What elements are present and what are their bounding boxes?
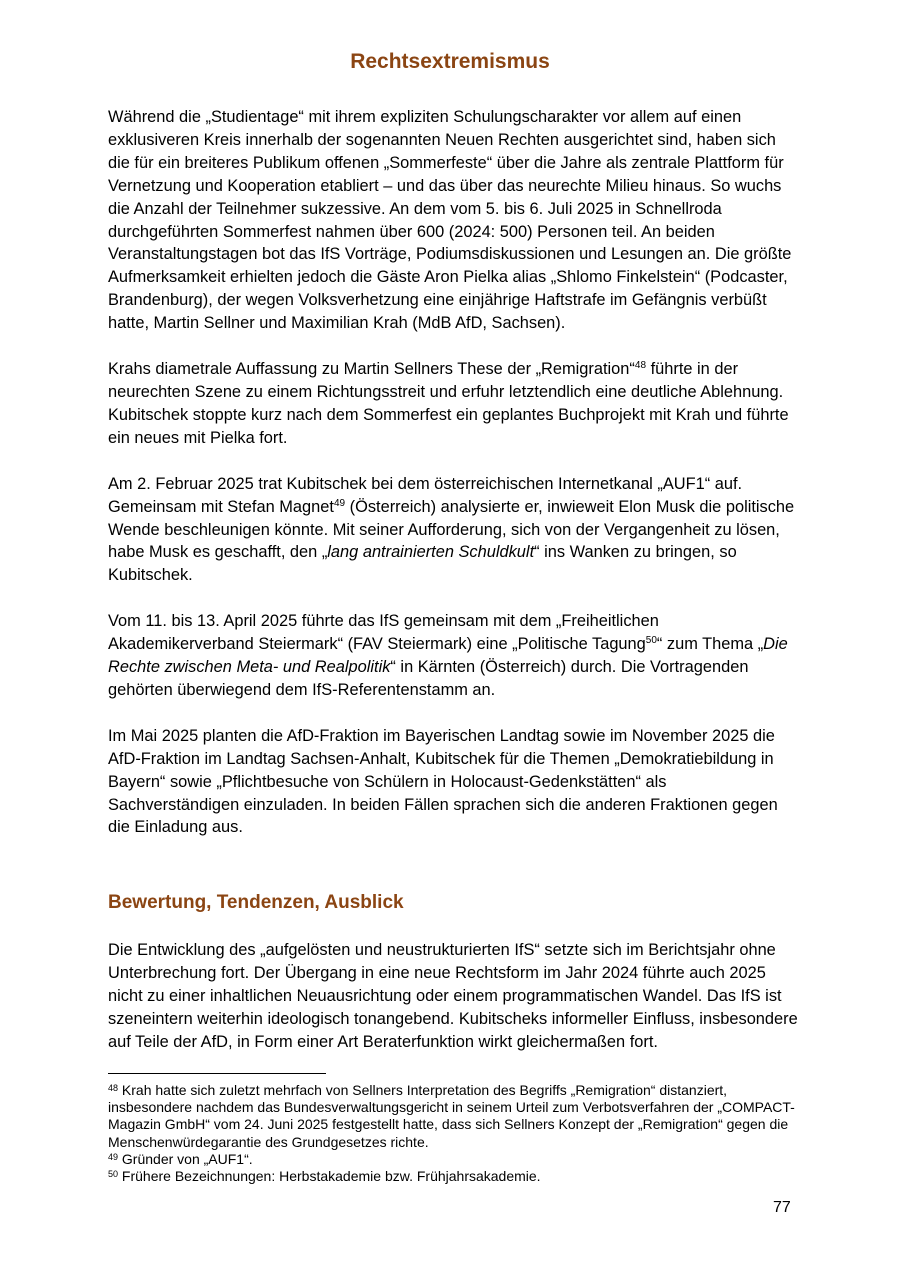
paragraph-text: Am 2. Februar 2025 trat Kubitschek bei dem österreichischen Internetkanal „AUF1“ auf. Gemeinsam mit Stefan Magnet: [108, 474, 743, 516]
paragraph-text: “ in Kärnten (Österreich) durch. Die Vortragenden gehörten überwiegend dem IfS-Referentenstamm an.: [108, 658, 749, 699]
page-number: 77: [773, 1199, 791, 1216]
footnote-ref-49[interactable]: 49: [333, 497, 346, 509]
footnote-number: 50: [108, 1169, 119, 1180]
page-title: Rechtsextremismus: [350, 50, 550, 73]
footnotes: [108, 1073, 798, 1185]
section-heading: Bewertung, Tendenzen, Ausblick: [108, 892, 404, 914]
paragraph-auf1: [108, 473, 798, 588]
paragraph-sommerfeste: Während die „Studientage“ mit ihrem expliziten Schulungscharakter vor allem auf einen exklusiveren Kreis innerhalb der sogenannten Neuen Rechten ausgerichtet sind, haben sich die für ein breiteres Publikum offenen „Sommerfeste“ über die Jahre als zentrale Plattform für Vernetzung und Kooperation etabliert – und das über das neurechte Milieu hinaus. So wuchs die Anzahl der Teilnehmer sukzessive. An dem vom 5. bis 6. Juli 2025 in Schnellroda durchgeführten Sommerfest nahmen über 600 (2024: 500) Personen teil. An beiden Veranstaltungstagen bot das IfS Vorträge, Podiumsdiskussionen und Lesungen an. Die größte Aufmerksamkeit erhielten jedoch die Gäste Aron Pielka alias „Shlomo Finkelstein“ (Podcaster, Brandenburg), der wegen Volksverhetzung eine einjährige Haftstrafe im Gefängnis verbüßt hatte, Martin Sellner und Maximilian Krah (MdB AfD, Sachsen).: [108, 108, 792, 333]
main-content: [108, 106, 798, 1077]
title-italic: Die Rechte zwischen Meta- und Realpolitik: [108, 635, 788, 677]
footnote-text: Frühere Bezeichnungen: Herbstakademie bzw. Frühjahrsakademie.: [118, 1168, 541, 1185]
paragraph-text: (Österreich) analysierte er, inwieweit Elon Musk die politische Wende beschleunigen könnte. Mit seiner Aufforderung, sich von der Vergangenheit zu lösen, habe Musk es geschafft, den „: [108, 497, 795, 562]
paragraph-text: “ ins Wanken zu bringen, so Kubitschek.: [108, 543, 737, 585]
paragraph-text: “ zum Thema „: [656, 635, 764, 654]
paragraph-text: führte in der neurechten Szene zu einem Richtungsstreit und erfuhr letztendlich eine deutliche Ablehnung. Kubitschek stoppte kurz nach dem Sommerfest ein geplantes Buchprojekt mit Krah und führte ein neues mit Pielka fort.: [108, 360, 789, 447]
footnote-50: [108, 1168, 798, 1185]
footnote-48: [108, 1082, 798, 1151]
paragraph-text: Vom 11. bis 13. April 2025 führte das IfS gemeinsam mit dem „Freiheitlichen Akademikerverband Steiermark“ (FAV Steiermark) eine „Politische Tagung: [108, 612, 659, 654]
paragraph-landtag-invitations: Im Mai 2025 planten die AfD-Fraktion im Bayerischen Landtag sowie im November 2025 die AfD-Fraktion im Landtag Sachsen-Anhalt, Kubitschek für die Themen „Demokratiebildung in Bayern“ sowie „Pflichtbesuche von Schülern in Holocaust-Gedenkstätten“ als Sachverständigen einzuladen. In beiden Fällen sprachen sich die anderen Fraktionen gegen die Einladung aus.: [108, 726, 778, 837]
quote-italic: lang antrainierten Schuldkult: [327, 543, 535, 562]
footnote-number: 49: [108, 1151, 119, 1162]
footnote-divider: [108, 1073, 326, 1074]
footnote-ref-48[interactable]: 48: [634, 360, 647, 372]
paragraph-assessment: Die Entwicklung des „aufgelösten und neustrukturierten IfS“ setzte sich im Berichtsjahr ohne Unterbrechung fort. Der Übergang in eine neue Rechtsform im Jahr 2024 führte auch 2025 nicht zu einer inhaltlichen Neuausrichtung oder einem programmatischen Wandel. Das IfS ist szeneintern weiterhin ideologisch tonangebend. Kubitscheks informeller Einfluss, insbesondere auf Teile der AfD, in Form einer Art Beraterfunktion wirkt gleichermaßen fort.: [108, 941, 798, 1051]
paragraph-remigration-dispute: [108, 358, 798, 450]
paragraph-text: Krahs diametrale Auffassung zu Martin Sellners These der „Remigration“: [108, 360, 635, 379]
footnote-49: [108, 1151, 798, 1168]
paragraph-politische-tagung: [108, 610, 798, 702]
footnote-number: 48: [108, 1083, 119, 1093]
footnote-ref-50[interactable]: 50: [645, 635, 657, 647]
footnote-text: Krah hatte sich zuletzt mehrfach von Sellners Interpretation des Begriffs „Remigration“ distanziert, insbesondere nachdem das Bundesverwaltungsgericht in seinem Urteil zum Verbotsverfahren der „COMPACT-Magazin GmbH“ vom 24. Juni 2025 festgestellt hatte, dass sich Sellners Konzept der „Remigration“ gegen die Menschenwürdegarantie des Grundgesetzes richte.: [108, 1082, 795, 1150]
footnote-text: Gründer von „AUF1“.: [118, 1150, 253, 1167]
